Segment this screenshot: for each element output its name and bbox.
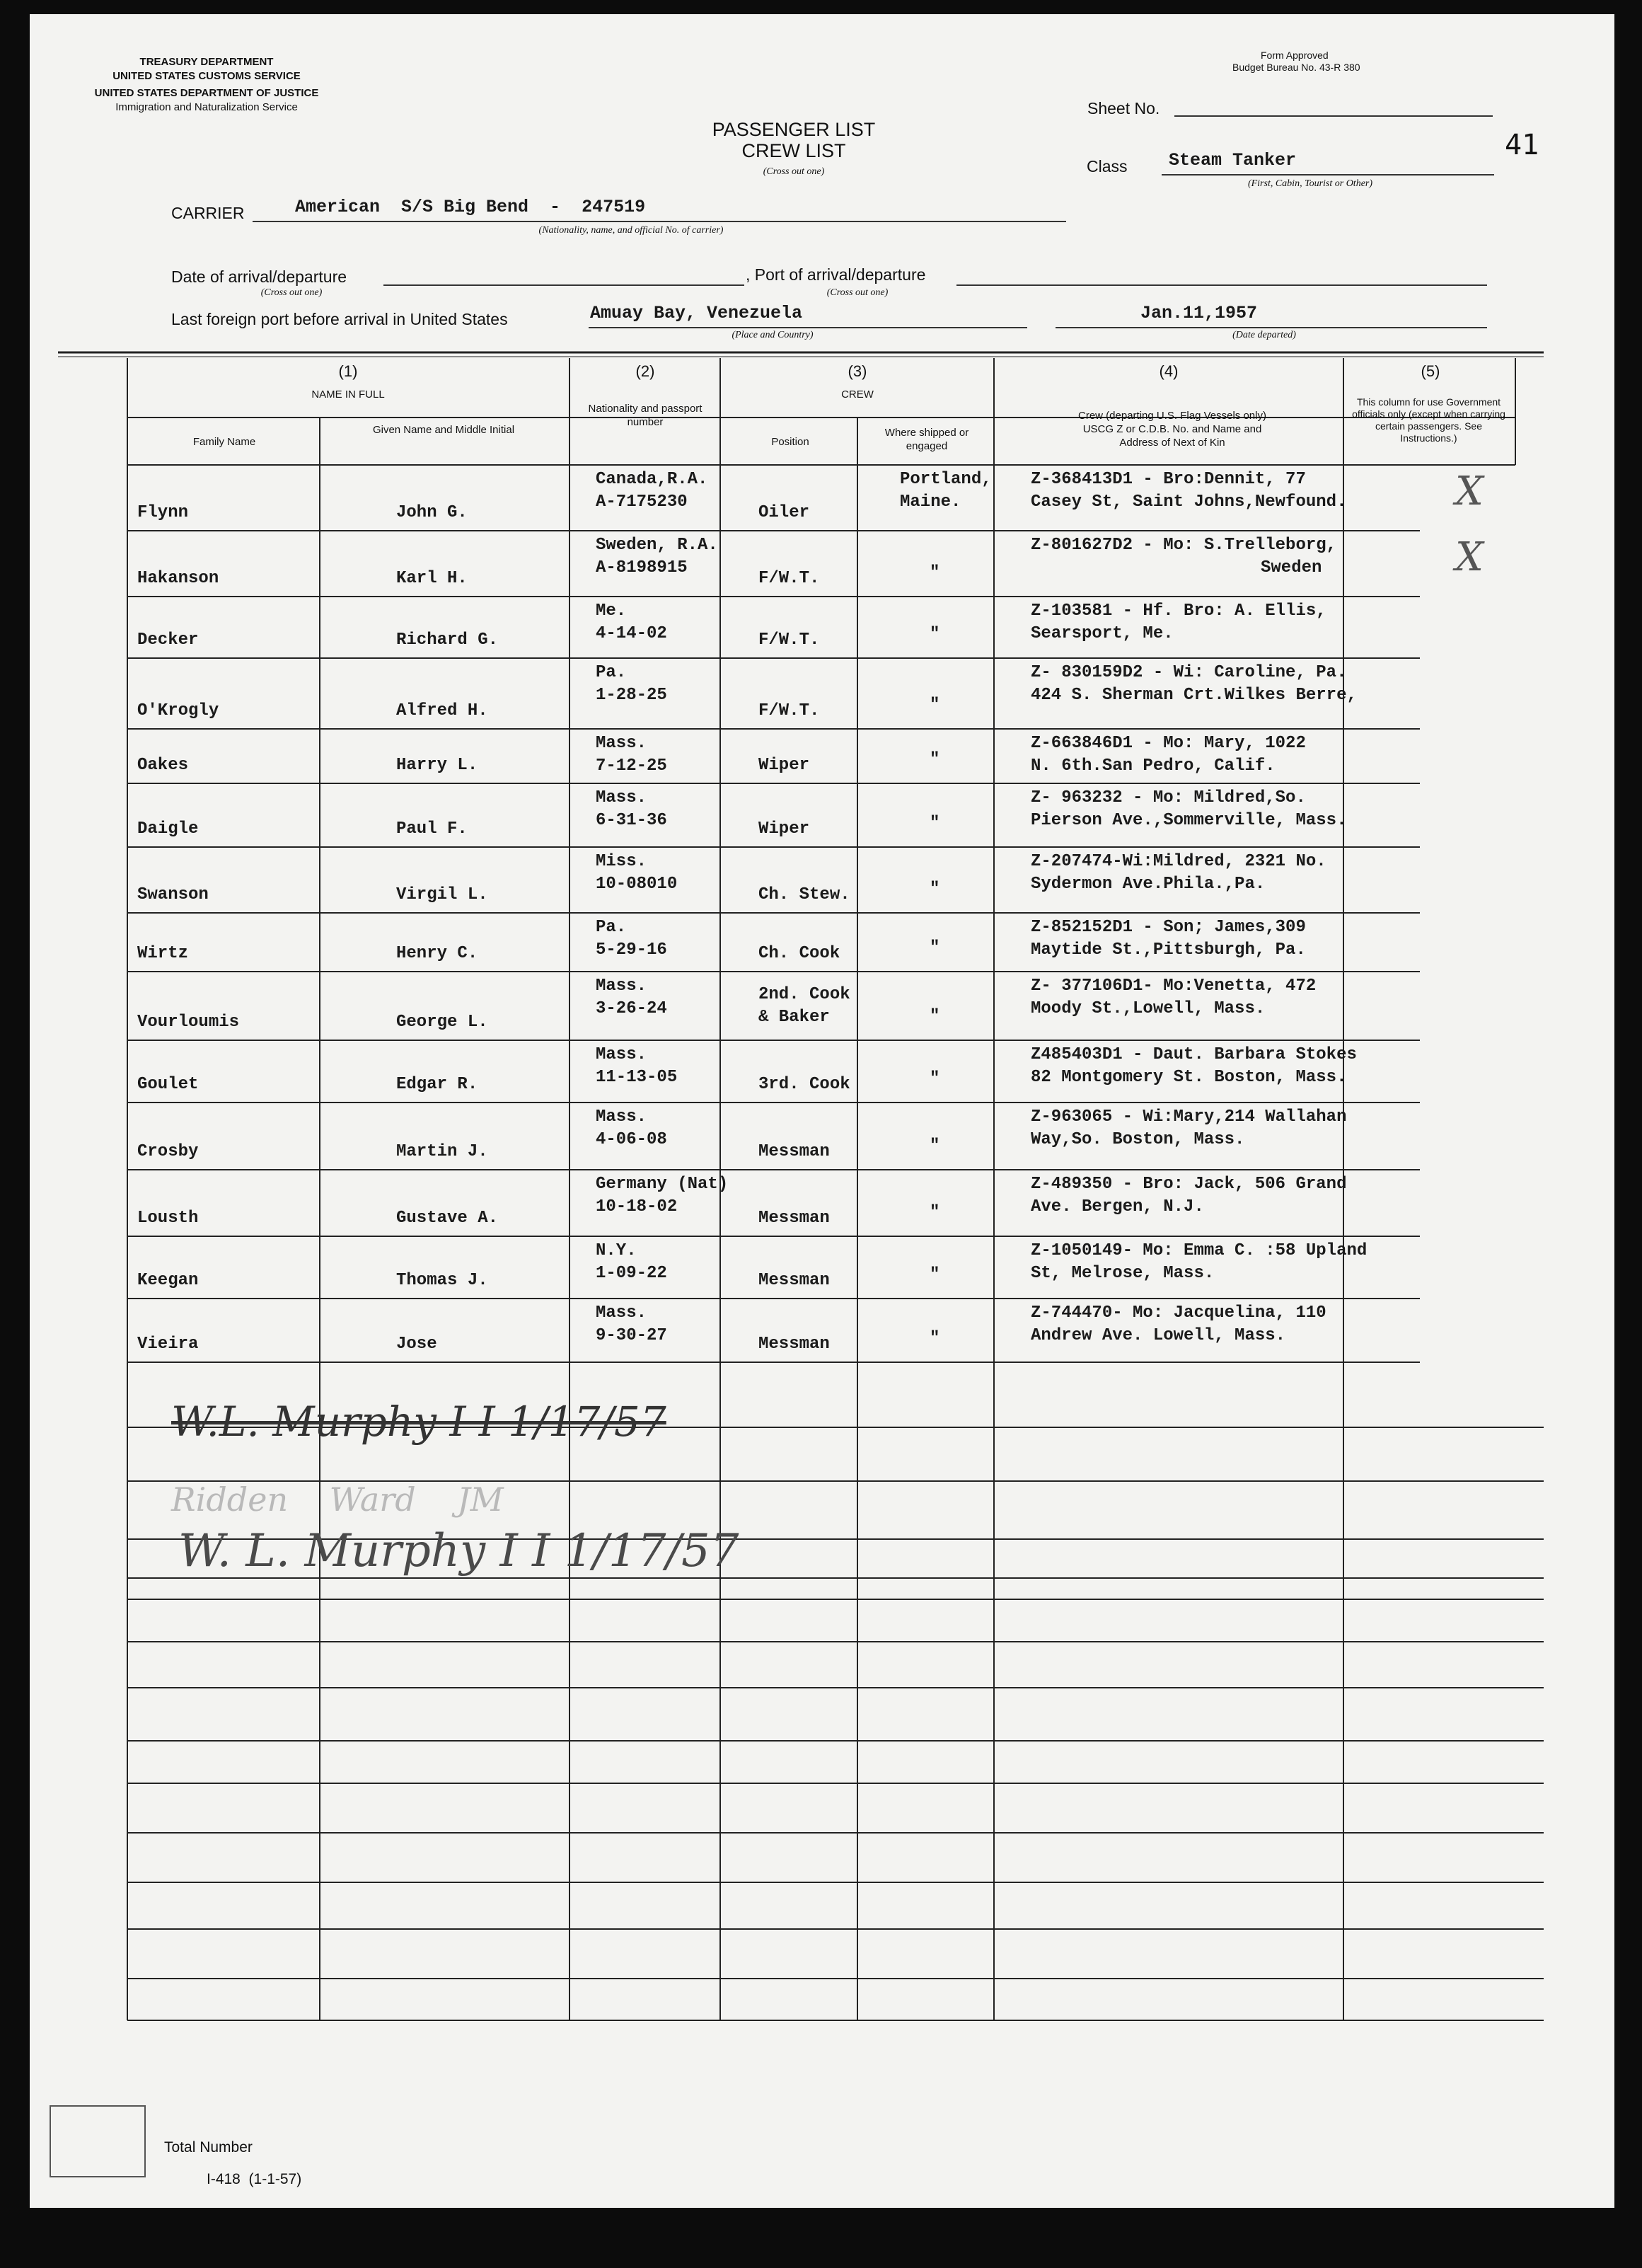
family-name: Decker bbox=[137, 631, 199, 650]
arrival-label: Date of arrival/departure bbox=[171, 267, 347, 286]
passport-or-birthdate: 10-08010 bbox=[596, 875, 678, 894]
given-name: Paul F. bbox=[396, 819, 468, 839]
where-shipped: " bbox=[930, 1136, 940, 1156]
passport-or-birthdate: 6-31-36 bbox=[596, 811, 667, 830]
given-name: Karl H. bbox=[396, 569, 468, 588]
col2-number: (2) bbox=[635, 362, 655, 380]
next-of-kin: Z- 830159D2 - Wi: Caroline, Pa. bbox=[1031, 663, 1347, 682]
handwritten-signature: W. L. Murphy I I 1/17/57 bbox=[178, 1525, 739, 1577]
sheet-label: Sheet No. bbox=[1087, 99, 1160, 117]
next-of-kin: Z- 377106D1- Mo:Venetta, 472 bbox=[1031, 977, 1317, 996]
passport-or-birthdate: A-7175230 bbox=[596, 493, 688, 512]
where-shipped: " bbox=[930, 1329, 940, 1348]
class-hint: (First, Cabin, Tourist or Other) bbox=[1247, 178, 1373, 189]
col4-number: (4) bbox=[1159, 362, 1179, 380]
next-of-kin-address: Moody St.,Lowell, Mass. bbox=[1031, 999, 1266, 1018]
where-shipped: " bbox=[930, 696, 940, 715]
next-of-kin: Z-801627D2 - Mo: S.Trelleborg, bbox=[1031, 536, 1337, 555]
col-next-of-kin-text: Crew (departing U.S. Flag Vessels only) USCG Z or C.D.B. No. and Name and Address of Next of Kin bbox=[1078, 410, 1266, 449]
next-of-kin: Z-103581 - Hf. Bro: A. Ellis, bbox=[1031, 601, 1326, 621]
where-shipped: " bbox=[930, 750, 940, 769]
agency-customs: UNITED STATES CUSTOMS SERVICE bbox=[112, 70, 301, 82]
next-of-kin-address: 82 Montgomery St. Boston, Mass. bbox=[1031, 1068, 1347, 1087]
given-name: Edgar R. bbox=[396, 1075, 478, 1094]
next-of-kin: Z-207474-Wi:Mildred, 2321 No. bbox=[1031, 852, 1326, 871]
next-of-kin: Z-489350 - Bro: Jack, 506 Grand bbox=[1031, 1175, 1347, 1194]
handwritten-struck-text: W.L. Murphy I I 1/17/57 bbox=[171, 1398, 666, 1446]
total-number-box bbox=[50, 2105, 146, 2177]
next-of-kin-address: Way,So. Boston, Mass. bbox=[1031, 1130, 1245, 1149]
carrier-value: American S/S Big Bend - 247519 bbox=[295, 197, 646, 217]
next-of-kin-address: Sweden bbox=[1261, 558, 1322, 577]
passport-or-birthdate: 5-29-16 bbox=[596, 940, 667, 960]
nationality: Mass. bbox=[596, 1303, 647, 1323]
form-approved-line2: Budget Bureau No. 43-R 380 bbox=[1232, 62, 1360, 73]
next-of-kin-address: Casey St, Saint Johns,Newfound. bbox=[1031, 493, 1347, 512]
last-port-label: Last foreign port before arrival in United States bbox=[171, 310, 508, 328]
position: Messman bbox=[758, 1142, 830, 1161]
arrival-hint: (Cross out one) bbox=[260, 287, 323, 298]
family-name: Vieira bbox=[137, 1335, 199, 1354]
col-nationality bbox=[578, 402, 712, 429]
where-shipped: " bbox=[930, 1007, 940, 1026]
where-shipped: " bbox=[930, 1069, 940, 1088]
next-of-kin: Z-744470- Mo: Jacquelina, 110 bbox=[1031, 1303, 1326, 1323]
next-of-kin: Z-368413D1 - Bro:Dennit, 77 bbox=[1031, 470, 1306, 489]
col-officials-text: This column for use Government officials only (except when carrying certain passengers. See Instructions.) bbox=[1352, 396, 1505, 444]
form-number: I-418 (1-1-57) bbox=[207, 2171, 302, 2187]
where-shipped: " bbox=[930, 1203, 940, 1222]
next-of-kin: Z- 963232 - Mo: Mildred,So. bbox=[1031, 788, 1306, 807]
next-of-kin-address: Maytide St.,Pittsburgh, Pa. bbox=[1031, 940, 1306, 960]
position: F/W.T. bbox=[758, 631, 820, 650]
position: Ch. Stew. bbox=[758, 885, 850, 904]
position: Ch. Cook bbox=[758, 944, 840, 963]
given-name: John G. bbox=[396, 503, 468, 522]
given-name: Jose bbox=[396, 1335, 437, 1354]
passport-or-birthdate: 1-28-25 bbox=[596, 686, 667, 705]
nationality: Me. bbox=[596, 601, 627, 621]
next-of-kin-address: Searsport, Me. bbox=[1031, 624, 1174, 643]
given-name: Thomas J. bbox=[396, 1271, 488, 1290]
next-of-kin-address: N. 6th.San Pedro, Calif. bbox=[1031, 756, 1276, 776]
next-of-kin-address: Pierson Ave.,Sommerville, Mass. bbox=[1031, 811, 1347, 830]
col5-number: (5) bbox=[1421, 362, 1440, 380]
col-nationality-text: Nationality and passport number bbox=[588, 403, 703, 428]
family-name: Swanson bbox=[137, 885, 209, 904]
nationality: Sweden, R.A. bbox=[596, 536, 718, 555]
where-shipped: " bbox=[930, 938, 940, 957]
carrier-hint: (Nationality, name, and official No. of carrier) bbox=[538, 225, 724, 236]
nationality: Mass. bbox=[596, 1045, 647, 1064]
position: Messman bbox=[758, 1271, 830, 1290]
family-name: Hakanson bbox=[137, 569, 219, 588]
col-next-of-kin bbox=[1077, 409, 1268, 449]
carrier-label: CARRIER bbox=[171, 204, 245, 222]
passport-or-birthdate: 4-14-02 bbox=[596, 624, 667, 643]
given-name: Martin J. bbox=[396, 1142, 488, 1161]
title-hint: (Cross out one) bbox=[763, 166, 825, 177]
next-of-kin: Z-963065 - Wi:Mary,214 Wallahan bbox=[1031, 1107, 1347, 1127]
col1-title: NAME IN FULL bbox=[311, 388, 385, 401]
next-of-kin-address: Sydermon Ave.Phila.,Pa. bbox=[1031, 875, 1266, 894]
next-of-kin-address: Ave. Bergen, N.J. bbox=[1031, 1197, 1204, 1216]
family-name: Goulet bbox=[137, 1075, 199, 1094]
class-value: Steam Tanker bbox=[1169, 150, 1297, 171]
next-of-kin: Z-852152D1 - Son; James,309 bbox=[1031, 918, 1306, 937]
date-departed-hint: (Date departed) bbox=[1232, 330, 1296, 340]
passport-or-birthdate: 9-30-27 bbox=[596, 1326, 667, 1345]
official-check-mark: X bbox=[1455, 534, 1484, 580]
passport-or-birthdate: 10-18-02 bbox=[596, 1197, 678, 1216]
agency-ins: Immigration and Naturalization Service bbox=[115, 101, 298, 113]
position: Oiler bbox=[758, 503, 810, 522]
where-shipped: " bbox=[930, 880, 940, 899]
nationality: Mass. bbox=[596, 734, 647, 753]
col-where-shipped bbox=[863, 426, 990, 453]
position-line2: & Baker bbox=[758, 1008, 830, 1027]
position: Messman bbox=[758, 1209, 830, 1228]
position: Wiper bbox=[758, 756, 810, 775]
family-name: Flynn bbox=[137, 503, 189, 522]
passport-or-birthdate: 4-06-08 bbox=[596, 1130, 667, 1149]
title-crew-list: CREW LIST bbox=[741, 140, 846, 161]
nationality: Mass. bbox=[596, 788, 647, 807]
given-name: Harry L. bbox=[396, 756, 478, 775]
handwritten-faint-note: Ridden Ward JM bbox=[171, 1480, 504, 1519]
last-port-hint: (Place and Country) bbox=[732, 330, 814, 340]
family-name: Keegan bbox=[137, 1271, 199, 1290]
col-officials bbox=[1349, 396, 1508, 444]
family-name: Vourloumis bbox=[137, 1013, 240, 1032]
official-check-mark: X bbox=[1455, 468, 1484, 514]
family-name: Wirtz bbox=[137, 944, 189, 963]
next-of-kin: Z485403D1 - Daut. Barbara Stokes bbox=[1031, 1045, 1357, 1064]
class-label: Class bbox=[1087, 157, 1128, 175]
family-name: O'Krogly bbox=[137, 701, 219, 720]
nationality: Miss. bbox=[596, 852, 647, 871]
position: 2nd. Cook bbox=[758, 985, 850, 1004]
nationality: Pa. bbox=[596, 918, 627, 937]
port-hint: (Cross out one) bbox=[826, 287, 889, 298]
position: F/W.T. bbox=[758, 701, 820, 720]
given-name: George L. bbox=[396, 1013, 488, 1032]
col3-number: (3) bbox=[848, 362, 867, 380]
handwritten-struck-signature bbox=[171, 1398, 666, 1446]
where-shipped: " bbox=[930, 563, 940, 582]
next-of-kin: Z-663846D1 - Mo: Mary, 1022 bbox=[1031, 734, 1306, 753]
document-page bbox=[30, 14, 1614, 2208]
nationality: Germany (Nat) bbox=[596, 1175, 729, 1194]
position: F/W.T. bbox=[758, 569, 820, 588]
agency-justice: UNITED STATES DEPARTMENT OF JUSTICE bbox=[94, 87, 319, 99]
last-port-value: Amuay Bay, Venezuela bbox=[590, 303, 803, 323]
given-name: Richard G. bbox=[396, 631, 499, 650]
date-departed-value: Jan.11,1957 bbox=[1140, 303, 1258, 323]
given-name: Virgil L. bbox=[396, 885, 488, 904]
where-shipped-line2: Maine. bbox=[900, 493, 961, 512]
col-where-shipped-text: Where shipped or engaged bbox=[884, 427, 969, 452]
family-name: Crosby bbox=[137, 1142, 199, 1161]
family-name: Lousth bbox=[137, 1209, 199, 1228]
passport-or-birthdate: 1-09-22 bbox=[596, 1264, 667, 1283]
col-position: Position bbox=[771, 436, 809, 448]
where-shipped: " bbox=[930, 625, 940, 644]
agency-treasury: TREASURY DEPARTMENT bbox=[139, 56, 274, 68]
title-passenger-list: PASSENGER LIST bbox=[712, 119, 876, 140]
col-given-name bbox=[330, 423, 557, 437]
where-shipped: " bbox=[930, 1265, 940, 1284]
crew-table-grid bbox=[30, 14, 1614, 2208]
where-shipped: Portland, bbox=[900, 470, 992, 489]
col1-number: (1) bbox=[338, 362, 358, 380]
passport-or-birthdate: 7-12-25 bbox=[596, 756, 667, 776]
given-name: Henry C. bbox=[396, 944, 478, 963]
total-number-label: Total Number bbox=[164, 2139, 253, 2155]
form-approved-line1: Form Approved bbox=[1261, 50, 1329, 61]
nationality: Mass. bbox=[596, 1107, 647, 1127]
page-number: 41 bbox=[1505, 129, 1539, 161]
position: 3rd. Cook bbox=[758, 1075, 850, 1094]
col-crew: CREW bbox=[841, 388, 874, 401]
nationality: N.Y. bbox=[596, 1241, 637, 1260]
passport-or-birthdate: 11-13-05 bbox=[596, 1068, 678, 1087]
given-name: Alfred H. bbox=[396, 701, 488, 720]
next-of-kin-address: St, Melrose, Mass. bbox=[1031, 1264, 1215, 1283]
nationality: Pa. bbox=[596, 663, 627, 682]
position: Wiper bbox=[758, 819, 810, 839]
col-family-name: Family Name bbox=[192, 436, 256, 448]
given-name: Gustave A. bbox=[396, 1209, 499, 1228]
nationality: Mass. bbox=[596, 977, 647, 996]
next-of-kin: Z-1050149- Mo: Emma C. :58 Upland bbox=[1031, 1241, 1368, 1260]
where-shipped: " bbox=[930, 814, 940, 833]
family-name: Oakes bbox=[137, 756, 189, 775]
next-of-kin-address: Andrew Ave. Lowell, Mass. bbox=[1031, 1326, 1286, 1345]
position: Messman bbox=[758, 1335, 830, 1354]
passport-or-birthdate: 3-26-24 bbox=[596, 999, 667, 1018]
passport-or-birthdate: A-8198915 bbox=[596, 558, 688, 577]
col-given-name-text: Given Name and Middle Initial bbox=[372, 424, 515, 436]
nationality: Canada,R.A. bbox=[596, 470, 708, 489]
next-of-kin-address: 424 S. Sherman Crt.Wilkes Berre, bbox=[1031, 686, 1357, 705]
family-name: Daigle bbox=[137, 819, 199, 839]
port-label: , Port of arrival/departure bbox=[746, 265, 926, 284]
